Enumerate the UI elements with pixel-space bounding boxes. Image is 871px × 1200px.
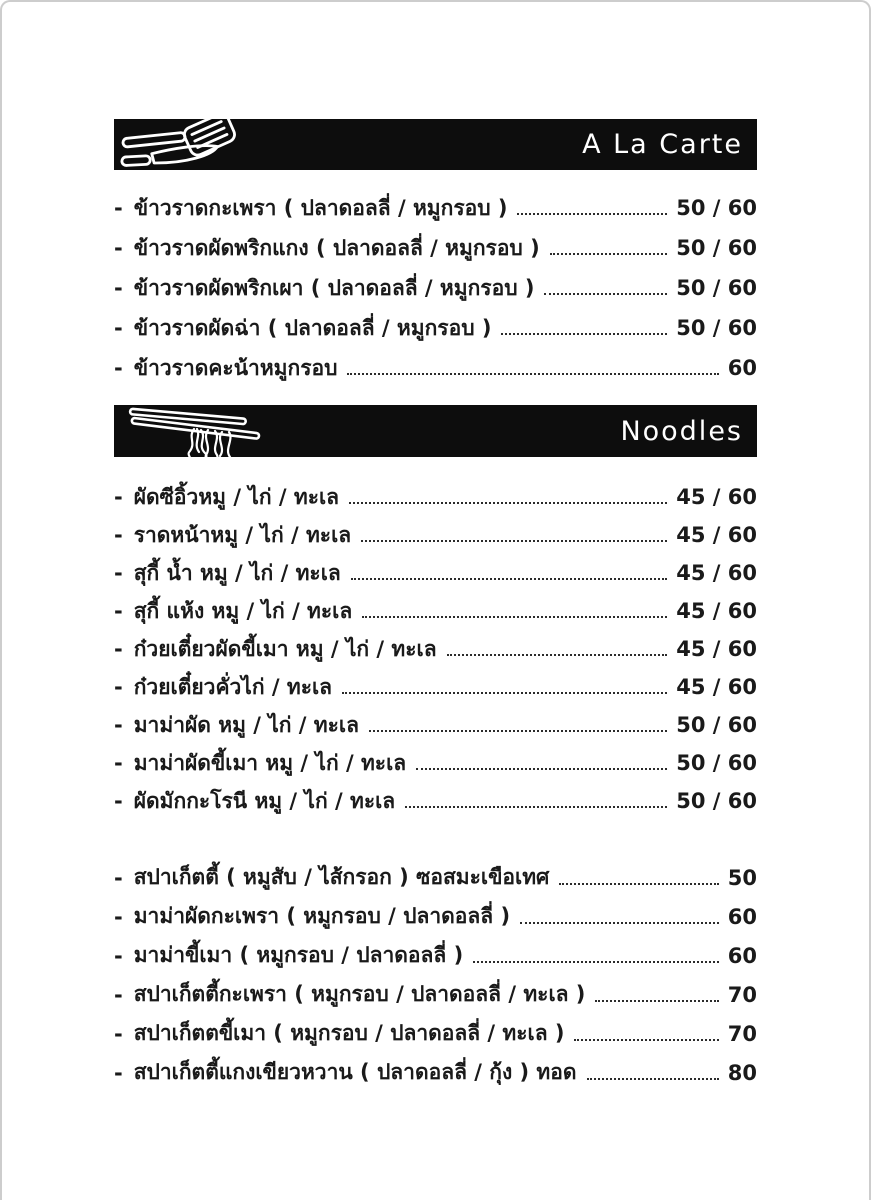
item-bullet: -	[114, 236, 123, 260]
menu-item	[114, 554, 757, 592]
item-bullet: -	[114, 904, 123, 929]
section-header-noodles	[114, 405, 757, 457]
item-price: 70	[727, 1021, 757, 1046]
menu-item	[114, 1014, 757, 1053]
a-la-carte-items	[114, 170, 757, 388]
menu-content	[114, 2, 757, 1092]
item-bullet: -	[114, 523, 123, 547]
menu-item	[114, 936, 757, 975]
item-name: ข้าวราดผัดพริกเผา ( ปลาดอลลี่ / หมูกรอบ )	[133, 275, 535, 300]
dotted-leader	[351, 578, 668, 580]
dotted-leader	[520, 922, 719, 924]
dotted-leader	[349, 502, 667, 504]
menu-item	[114, 516, 757, 554]
dotted-leader	[342, 692, 667, 694]
menu-item	[114, 975, 757, 1014]
item-price: 70	[727, 982, 757, 1007]
item-price: 60	[727, 943, 757, 968]
dotted-leader	[587, 1078, 719, 1080]
item-bullet: -	[114, 713, 123, 737]
dotted-leader	[473, 961, 719, 963]
item-name: มาม่าขี้เมา ( หมูกรอบ / ปลาดอลลี่ )	[133, 943, 464, 967]
item-price: 50 / 60	[676, 751, 757, 775]
dotted-leader	[595, 1000, 718, 1002]
menu-item	[114, 592, 757, 630]
dotted-leader	[550, 253, 668, 255]
menu-item	[114, 668, 757, 706]
menu-item	[114, 228, 757, 268]
menu-item	[114, 308, 757, 348]
item-bullet: -	[114, 316, 123, 340]
item-price: 45 / 60	[676, 561, 757, 585]
item-price: 45 / 60	[676, 523, 757, 547]
item-price: 45 / 60	[676, 637, 757, 661]
menu-group	[114, 820, 757, 1092]
dotted-leader	[574, 1039, 718, 1041]
menu-item	[114, 478, 757, 516]
dotted-leader	[405, 806, 667, 808]
menu-item	[114, 782, 757, 820]
item-name: สุกี้ แห้ง หมู / ไก่ / ทะเล	[133, 598, 353, 623]
dotted-leader	[517, 213, 667, 215]
menu-item	[114, 744, 757, 782]
item-name: สปาเก็ตตี้แกงเขียวหวาน ( ปลาดอลลี่ / กุ้ง ) ทอด	[133, 1060, 577, 1084]
item-name: ข้าวราดผัดพริกแกง ( ปลาดอลลี่ / หมูกรอบ )	[133, 235, 540, 260]
item-name: สปาเก็ตตี้ ( หมูสับ / ไส้กรอก ) ซอสมะเขือเทศ	[133, 865, 550, 889]
noodles-icon	[120, 405, 288, 457]
item-price: 80	[727, 1060, 757, 1085]
item-bullet: -	[114, 789, 123, 813]
item-name: สปาเก็ตตี้กะเพรา ( หมูกรอบ / ปลาดอลลี่ / ทะเล )	[133, 982, 586, 1006]
item-bullet: -	[114, 1021, 123, 1046]
item-name: ราดหน้าหมู / ไก่ / ทะเล	[133, 522, 352, 547]
section-a-la-carte	[114, 119, 757, 388]
item-name: ข้าวราดผัดฉ่า ( ปลาดอลลี่ / หมูกรอบ )	[133, 315, 492, 340]
menu-item	[114, 706, 757, 744]
item-name: มาม่าผัด หมู / ไก่ / ทะเล	[133, 712, 359, 737]
item-bullet: -	[114, 943, 123, 968]
menu-item	[114, 1053, 757, 1092]
section-noodles	[114, 405, 757, 1092]
item-price: 50	[727, 865, 757, 890]
item-name: ข้าวราดคะน้าหมูกรอบ	[133, 355, 338, 380]
item-bullet: -	[114, 356, 123, 380]
dotted-leader	[347, 373, 718, 375]
dotted-leader	[501, 333, 667, 335]
item-price: 60	[727, 904, 757, 929]
item-bullet: -	[114, 561, 123, 585]
item-bullet: -	[114, 982, 123, 1007]
item-name: มาม่าผัดขี้เมา หมู / ไก่ / ทะเล	[133, 750, 407, 775]
item-price: 50 / 60	[676, 789, 757, 813]
item-name: ผัดซีอิ้วหมู / ไก่ / ทะเล	[133, 484, 340, 509]
item-price: 50 / 60	[676, 236, 757, 260]
item-name: ผัดมักกะโรนี หมู / ไก่ / ทะเล	[133, 788, 396, 813]
item-bullet: -	[114, 196, 123, 220]
item-price: 50 / 60	[676, 316, 757, 340]
dotted-leader	[369, 730, 667, 732]
item-bullet: -	[114, 485, 123, 509]
item-name: ก๋วยเตี๋ยวคั่วไก่ / ทะเล	[133, 674, 333, 699]
menu-item	[114, 268, 757, 308]
item-price: 50 / 60	[676, 276, 757, 300]
dotted-leader	[361, 540, 667, 542]
item-name: ข้าวราดกะเพรา ( ปลาดอลลี่ / หมูกรอบ )	[133, 195, 508, 220]
spatula-knife-icon	[120, 119, 252, 170]
item-bullet: -	[114, 1060, 123, 1085]
item-price: 45 / 60	[676, 599, 757, 623]
item-name: ก๋วยเตี๋ยวผัดขี้เมา หมู / ไก่ / ทะเล	[133, 636, 437, 661]
item-price: 45 / 60	[676, 675, 757, 699]
dotted-leader	[362, 616, 667, 618]
item-bullet: -	[114, 675, 123, 699]
section-header-a-la-carte	[114, 119, 757, 170]
item-price: 50 / 60	[676, 196, 757, 220]
menu-item	[114, 897, 757, 936]
menu-group	[114, 457, 757, 820]
section-title-a-la-carte: A La Carte	[582, 129, 743, 160]
item-bullet: -	[114, 751, 123, 775]
menu-item	[114, 630, 757, 668]
dotted-leader	[447, 654, 668, 656]
item-bullet: -	[114, 599, 123, 623]
dotted-leader	[559, 883, 718, 885]
item-bullet: -	[114, 637, 123, 661]
menu-item	[114, 348, 757, 388]
item-name: สปาเก็ตตขี้เมา ( หมูกรอบ / ปลาดอลลี่ / ทะเล )	[133, 1021, 565, 1045]
item-price: 45 / 60	[676, 485, 757, 509]
item-name: สุกี้ น้ำ หมู / ไก่ / ทะเล	[133, 560, 341, 585]
menu-item	[114, 188, 757, 228]
item-price: 50 / 60	[676, 713, 757, 737]
item-bullet: -	[114, 865, 123, 890]
item-bullet: -	[114, 276, 123, 300]
item-price: 60	[727, 356, 757, 380]
dotted-leader	[544, 293, 667, 295]
menu-item	[114, 858, 757, 897]
noodles-items	[114, 457, 757, 1092]
section-title-noodles: Noodles	[620, 415, 743, 447]
dotted-leader	[416, 768, 667, 770]
item-name: มาม่าผัดกะเพรา ( หมูกรอบ / ปลาดอลลี่ )	[133, 904, 511, 928]
menu-group	[114, 188, 757, 388]
